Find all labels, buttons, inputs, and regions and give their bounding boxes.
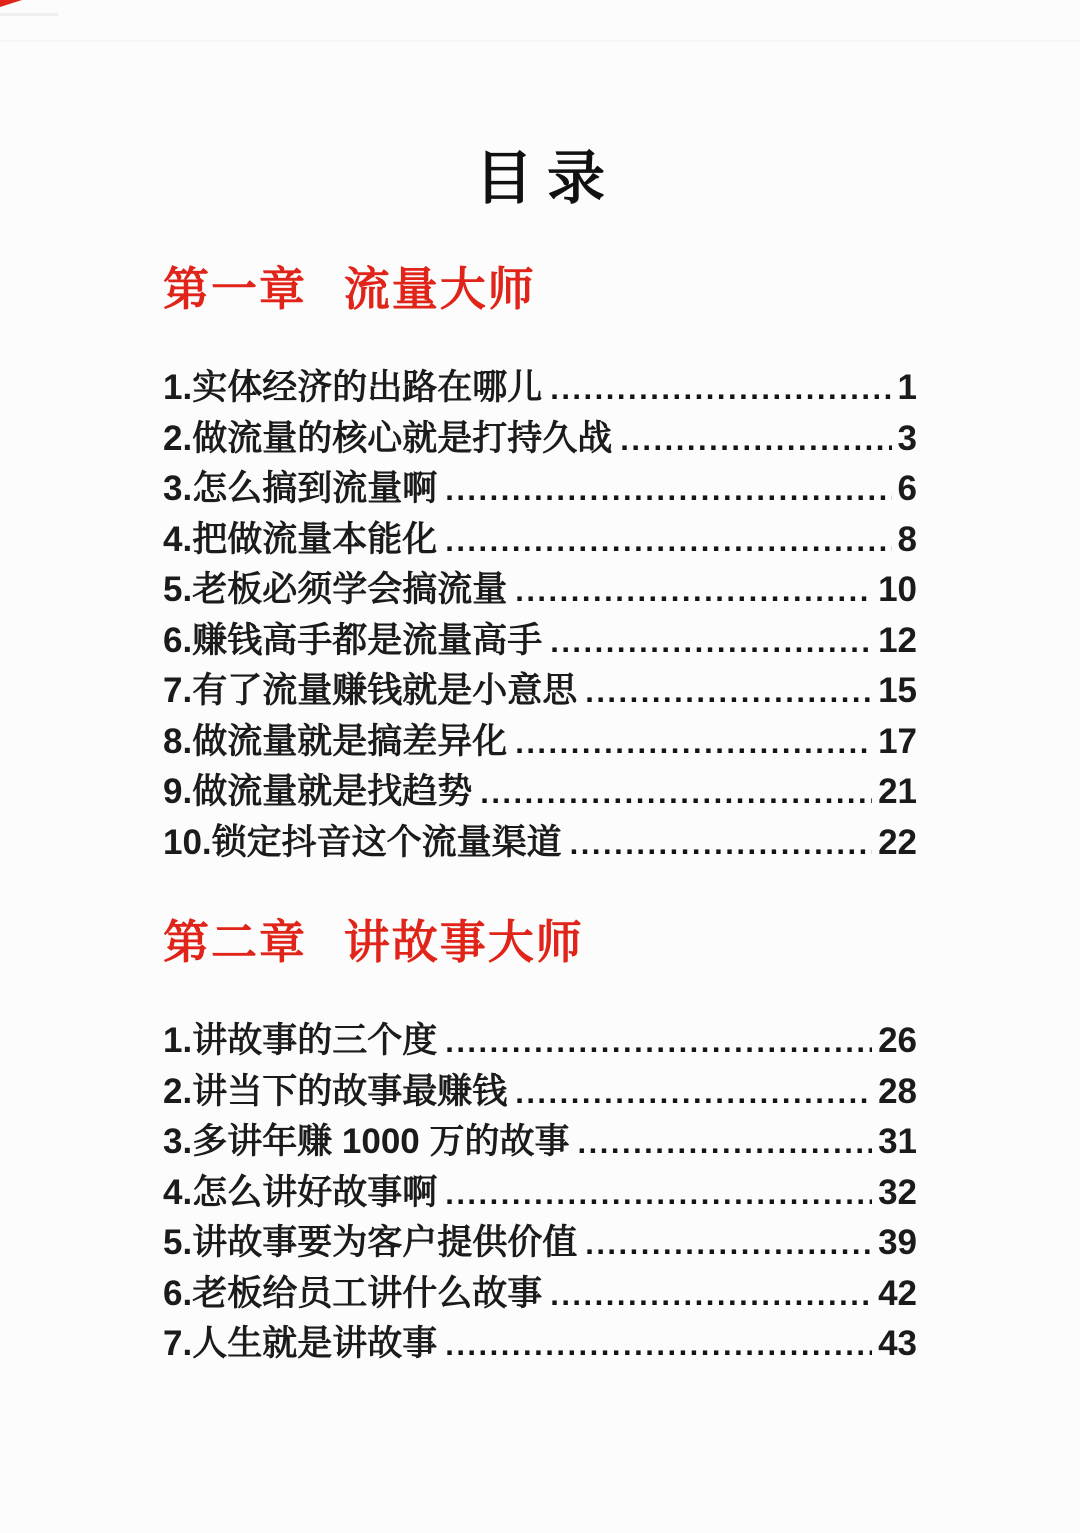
toc-item <box>163 572 917 623</box>
toc-item <box>163 471 917 522</box>
toc-leader-dots <box>578 1127 873 1158</box>
toc-leader-dots <box>515 575 872 606</box>
toc-page-number: 1 <box>897 368 917 407</box>
toc-item-title: 1.讲故事的三个度 <box>163 1021 438 1060</box>
toc-page-number: 39 <box>878 1223 917 1262</box>
toc-page-number: 32 <box>878 1172 917 1212</box>
toc-item <box>163 519 917 573</box>
toc-item-title: 8.做流量就是搞差异化 <box>163 721 508 761</box>
toc-leader-dots <box>550 1279 872 1310</box>
toc-item-title: 10.锁定抖音这个流量渠道 <box>163 822 562 862</box>
toc-item-title: 5.老板必须学会搞流量 <box>163 570 508 609</box>
toc-page-number: 31 <box>878 1122 917 1161</box>
scan-artifact-corner <box>0 0 22 7</box>
toc-list <box>163 370 917 875</box>
toc-page-number: 26 <box>878 1021 917 1060</box>
chapter-section <box>163 916 917 1377</box>
toc-list <box>163 1023 917 1377</box>
toc-item <box>163 1172 917 1226</box>
toc-leader-dots <box>570 828 872 859</box>
toc-leader-dots <box>515 727 872 758</box>
chapter-section <box>163 263 917 875</box>
toc-item-title: 6.老板给员工讲什么故事 <box>163 1273 543 1313</box>
toc-item-title: 5.讲故事要为客户提供价值 <box>163 1223 578 1262</box>
page-title: 目录 <box>474 146 619 211</box>
scan-artifact-line <box>0 13 58 16</box>
toc-item <box>163 1023 917 1074</box>
toc-item-title: 3.怎么搞到流量啊 <box>163 469 438 508</box>
toc-item-title: 3.多讲年赚 1000 万的故事 <box>163 1122 570 1161</box>
toc-leader-dots <box>445 1178 872 1209</box>
toc-item-title: 2.讲当下的故事最赚钱 <box>163 1071 508 1111</box>
toc-page-number: 22 <box>878 822 917 862</box>
toc-page-number: 15 <box>878 671 917 710</box>
chapter-heading: 第二章 讲故事大师 <box>163 916 584 968</box>
toc-item-title: 2.做流量的核心就是打持久战 <box>163 418 613 458</box>
toc-leader-dots <box>445 1026 872 1057</box>
toc-page-number: 10 <box>878 570 917 609</box>
toc-page-number: 6 <box>897 469 917 508</box>
toc-item-title: 4.把做流量本能化 <box>163 519 438 559</box>
toc-item <box>163 370 917 421</box>
toc-item <box>163 673 917 724</box>
toc-page-number: 42 <box>878 1273 917 1313</box>
toc-leader-dots <box>585 676 872 707</box>
toc-item <box>163 1225 917 1276</box>
toc-page-number: 43 <box>878 1324 917 1363</box>
toc-leader-dots <box>515 1077 872 1108</box>
toc-item <box>163 418 917 472</box>
toc-item-title: 6.赚钱高手都是流量高手 <box>163 620 543 660</box>
toc-item <box>163 620 917 674</box>
toc-page-number: 17 <box>878 721 917 761</box>
chapter-heading: 第一章 流量大师 <box>163 263 536 315</box>
toc-page-number: 21 <box>878 772 917 811</box>
toc-page-number: 3 <box>897 418 917 458</box>
scan-artifact-line <box>0 40 1080 42</box>
toc-item-title: 9.做流量就是找趋势 <box>163 772 473 811</box>
toc-item <box>163 774 917 825</box>
toc-leader-dots <box>585 1228 872 1259</box>
toc-item-title: 7.有了流量赚钱就是小意思 <box>163 671 578 710</box>
toc-leader-dots <box>550 373 891 404</box>
toc-page-number: 8 <box>897 519 917 559</box>
toc-leader-dots <box>445 1329 872 1360</box>
toc-sections <box>163 263 917 1377</box>
toc-item-title: 1.实体经济的出路在哪儿 <box>163 368 543 407</box>
toc-item <box>163 1071 917 1125</box>
toc-item-title: 7.人生就是讲故事 <box>163 1324 438 1363</box>
toc-item <box>163 1273 917 1327</box>
toc-leader-dots <box>445 525 891 556</box>
toc-leader-dots <box>445 474 891 505</box>
toc-page-number: 12 <box>878 620 917 660</box>
toc-leader-dots <box>480 777 872 808</box>
toc-page-number: 28 <box>878 1071 917 1111</box>
toc-item <box>163 1124 917 1175</box>
toc-item-title: 4.怎么讲好故事啊 <box>163 1172 438 1212</box>
toc-leader-dots <box>550 626 872 657</box>
toc-item <box>163 721 917 775</box>
toc-item <box>163 822 917 876</box>
toc-leader-dots <box>620 424 891 455</box>
toc-item <box>163 1326 917 1377</box>
